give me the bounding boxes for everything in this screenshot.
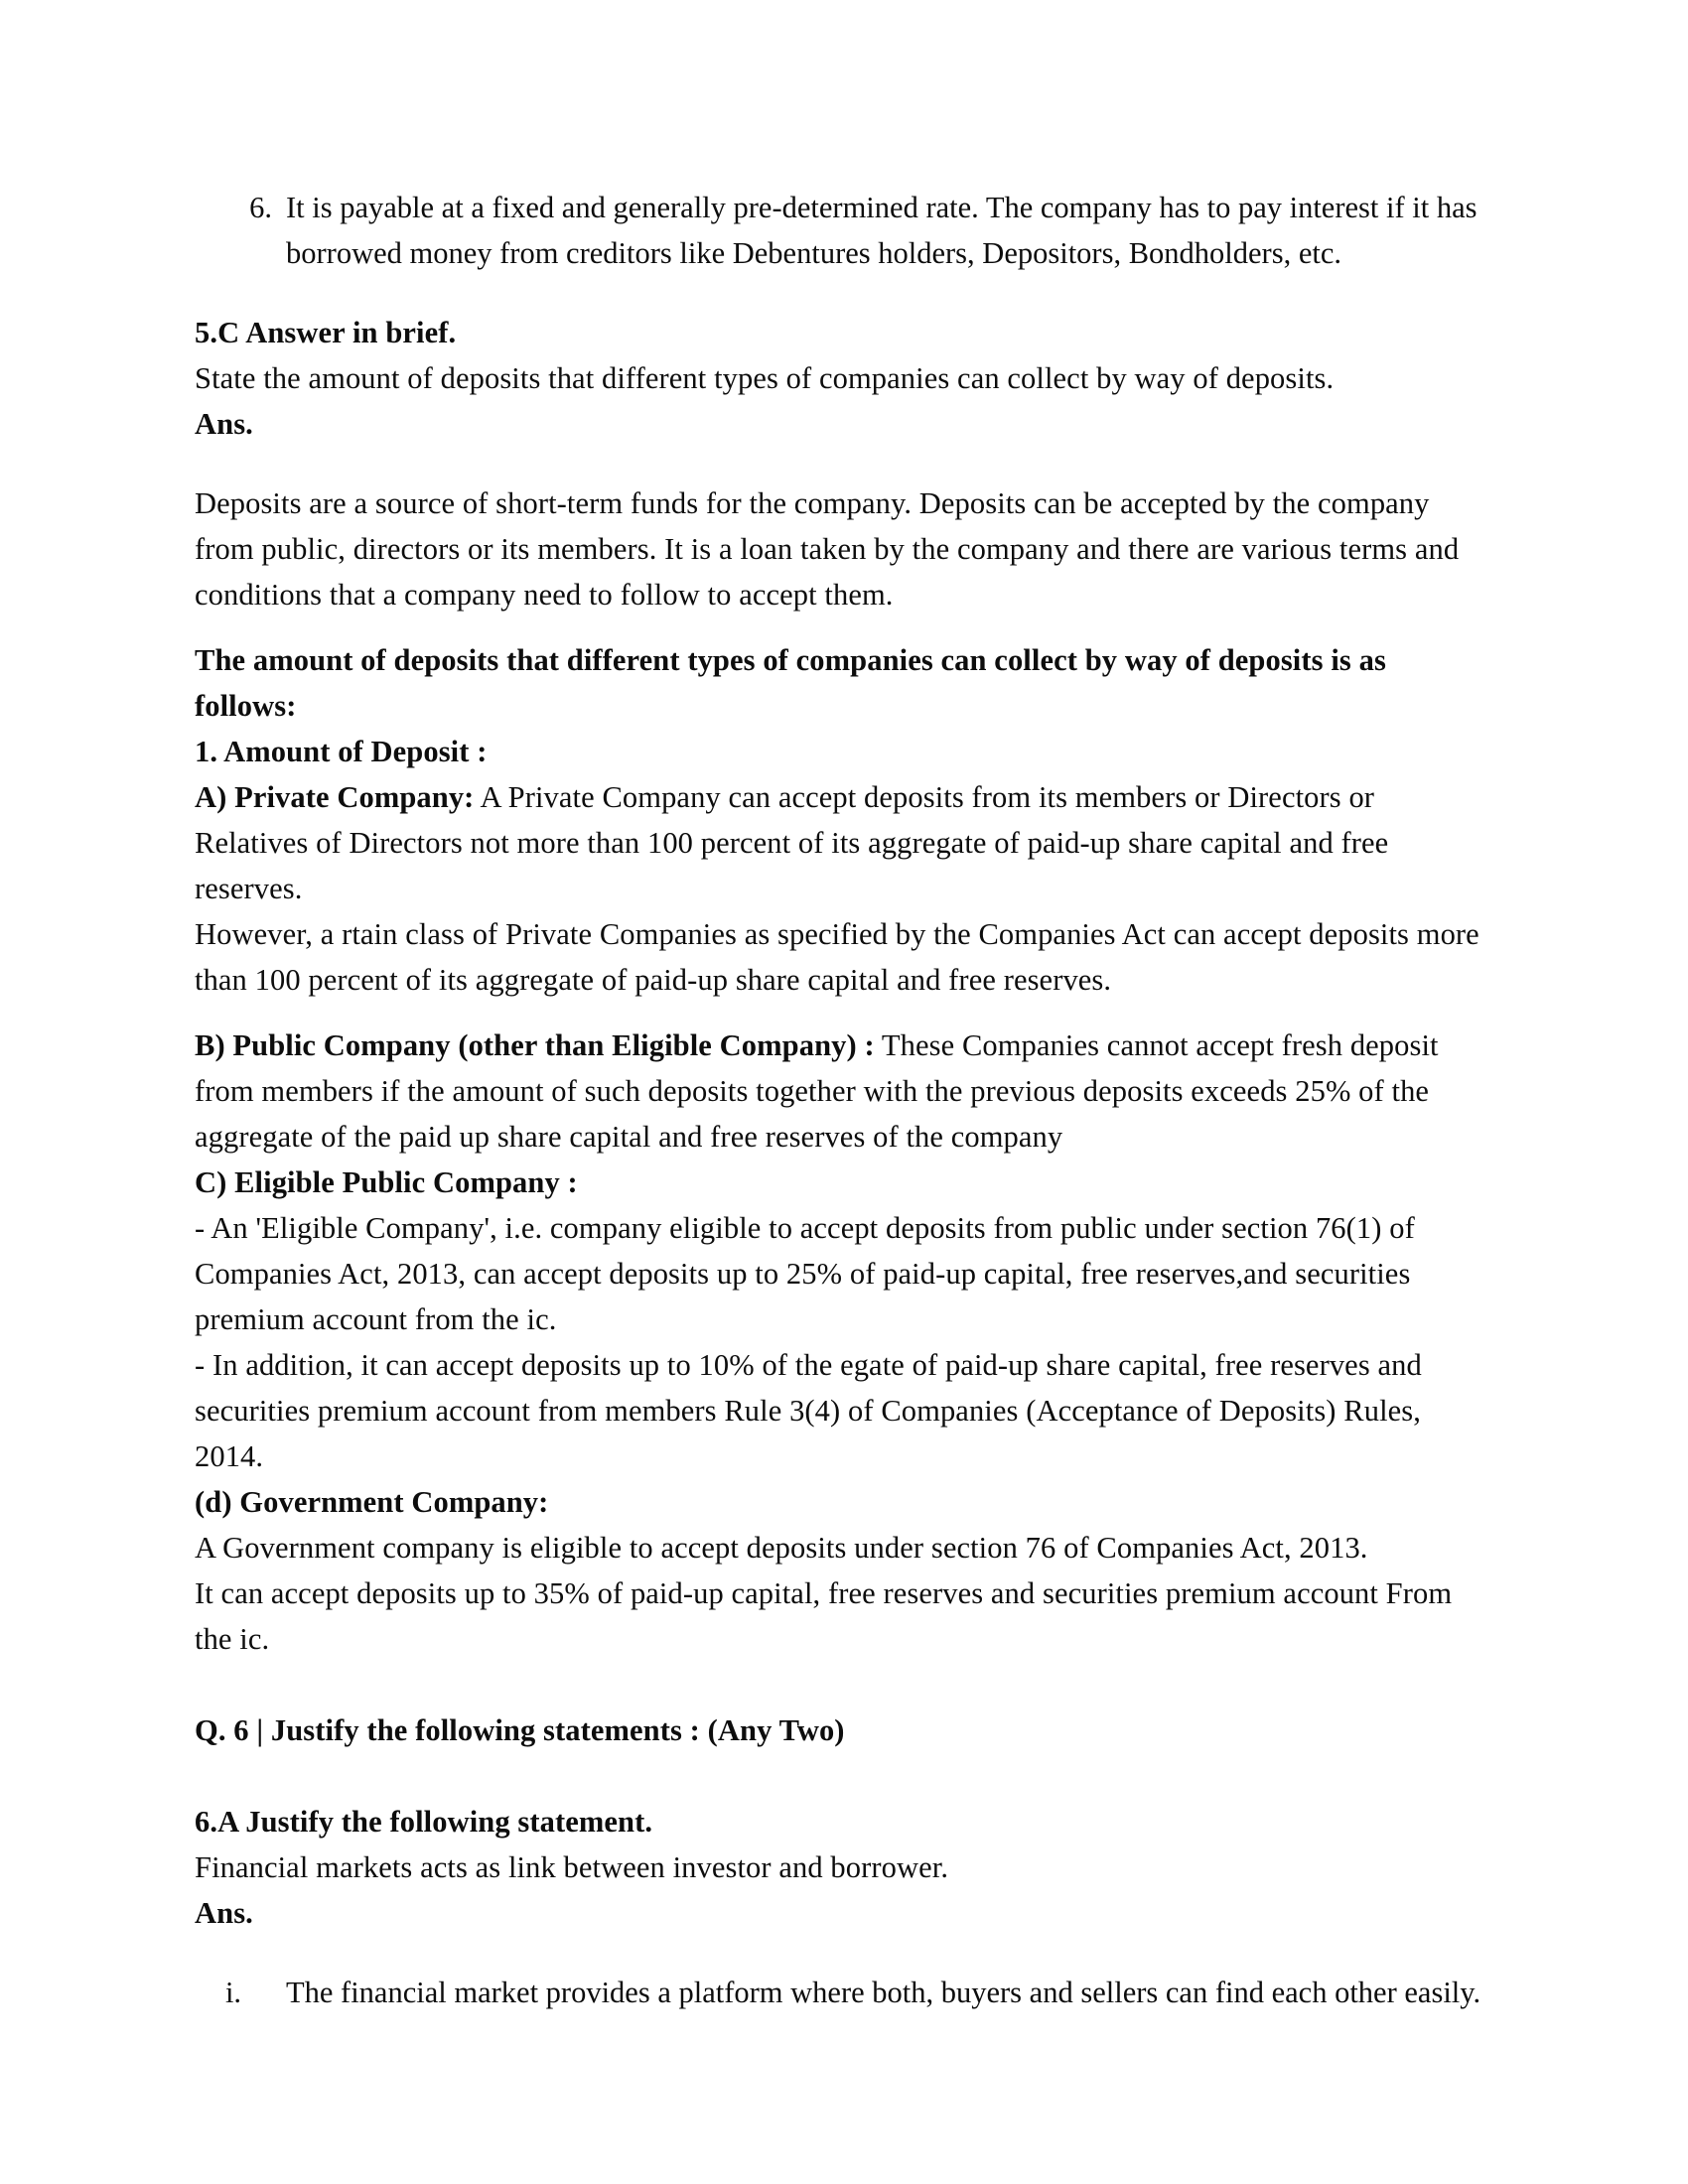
amount-of-deposit-subheading: 1. Amount of Deposit : — [195, 735, 488, 768]
spacer — [195, 1936, 1485, 1970]
spacer — [195, 1662, 1485, 1707]
list-item-text: It is payable at a fixed and generally pre-determined rate. The company has to pay interest if it has borrowed money from creditors like Debentures holders, Depositors, Bondholders, etc. — [286, 191, 1477, 270]
eligible-company-point-1: - An 'Eligible Company', i.e. company eligible to accept deposits from public under section 76(1) of Companies Act, 2013, can accept deposits up to 25% of paid-up capital, free reserves,and securities premium account from the ic. — [195, 1211, 1415, 1336]
spacer — [195, 1753, 1485, 1799]
list-item — [195, 1970, 1485, 2015]
spacer — [195, 617, 1485, 637]
public-company-text: These Companies cannot accept fresh deposit from members if the amount of such deposits together with the previous deposits exceeds 25% of the aggregate of the paid up share capital and free reserves of the company — [195, 1028, 1439, 1154]
heading-6a: 6.A Justify the following statement. — [195, 1805, 653, 1839]
question-6a: Financial markets acts as link between investor and borrower. — [195, 1850, 949, 1884]
heading-5c: 5.C Answer in brief. — [195, 316, 457, 349]
document-content — [195, 185, 1485, 2015]
numbered-list-top — [195, 185, 1485, 276]
list-item-text: The financial market provides a platform where both, buyers and sellers can find each other easily. — [286, 1976, 1481, 2009]
public-company-paragraph — [195, 1023, 1485, 1160]
government-company-label: (d) Government Company: — [195, 1485, 549, 1519]
government-company-text-2: It can accept deposits up to 35% of paid-up capital, free reserves and securities premium account From the ic. — [195, 1576, 1453, 1656]
deposits-intro-paragraph: Deposits are a source of short-term funds for the company. Deposits can be accepted by the company from public, directors or its members. It is a loan taken by the company and there are various terms and conditions that a company need to follow to accept them. — [195, 486, 1460, 612]
public-company-label: B) Public Company (other than Eligible Company) : — [195, 1028, 875, 1062]
spacer — [195, 447, 1485, 480]
eligible-public-company-label: C) Eligible Public Company : — [195, 1165, 578, 1199]
spacer — [195, 276, 1485, 310]
private-company-label: A) Private Company: — [195, 780, 475, 814]
private-company-however: However, a rtain class of Private Companies as specified by the Companies Act can accept deposits more than 100 percent of its aggregate of paid-up share capital and free reserves. — [195, 917, 1479, 997]
question-6-heading: Q. 6 | Justify the following statements : (Any Two) — [195, 1713, 845, 1747]
government-company-text-1: A Government company is eligible to accept deposits under section 76 of Companies Act, 2013. — [195, 1531, 1368, 1565]
amount-of-deposits-heading: The amount of deposits that different types of companies can collect by way of deposits is as follows: — [195, 643, 1386, 723]
list-item — [195, 185, 1485, 276]
private-company-paragraph — [195, 774, 1485, 911]
list-item-marker: 6. — [249, 191, 272, 224]
question-5c: State the amount of deposits that different types of companies can collect by way of deposits. — [195, 361, 1335, 395]
list-item-marker: i. — [224, 1976, 242, 2009]
answer-label-1: Ans. — [195, 407, 253, 441]
roman-numeral-list — [195, 1970, 1485, 2015]
spacer — [195, 1003, 1485, 1023]
private-company-text: A Private Company can accept deposits from its members or Directors or Relatives of Directors not more than 100 percent of its aggregate of paid-up share capital and free reserves. — [195, 780, 1389, 905]
eligible-company-point-2: - In addition, it can accept deposits up to 10% of the egate of paid-up share capital, free reserves and securities premium account from members Rule 3(4) of Companies (Acceptance of Deposits) Rules, 2014. — [195, 1348, 1422, 1473]
answer-label-2: Ans. — [195, 1896, 253, 1930]
